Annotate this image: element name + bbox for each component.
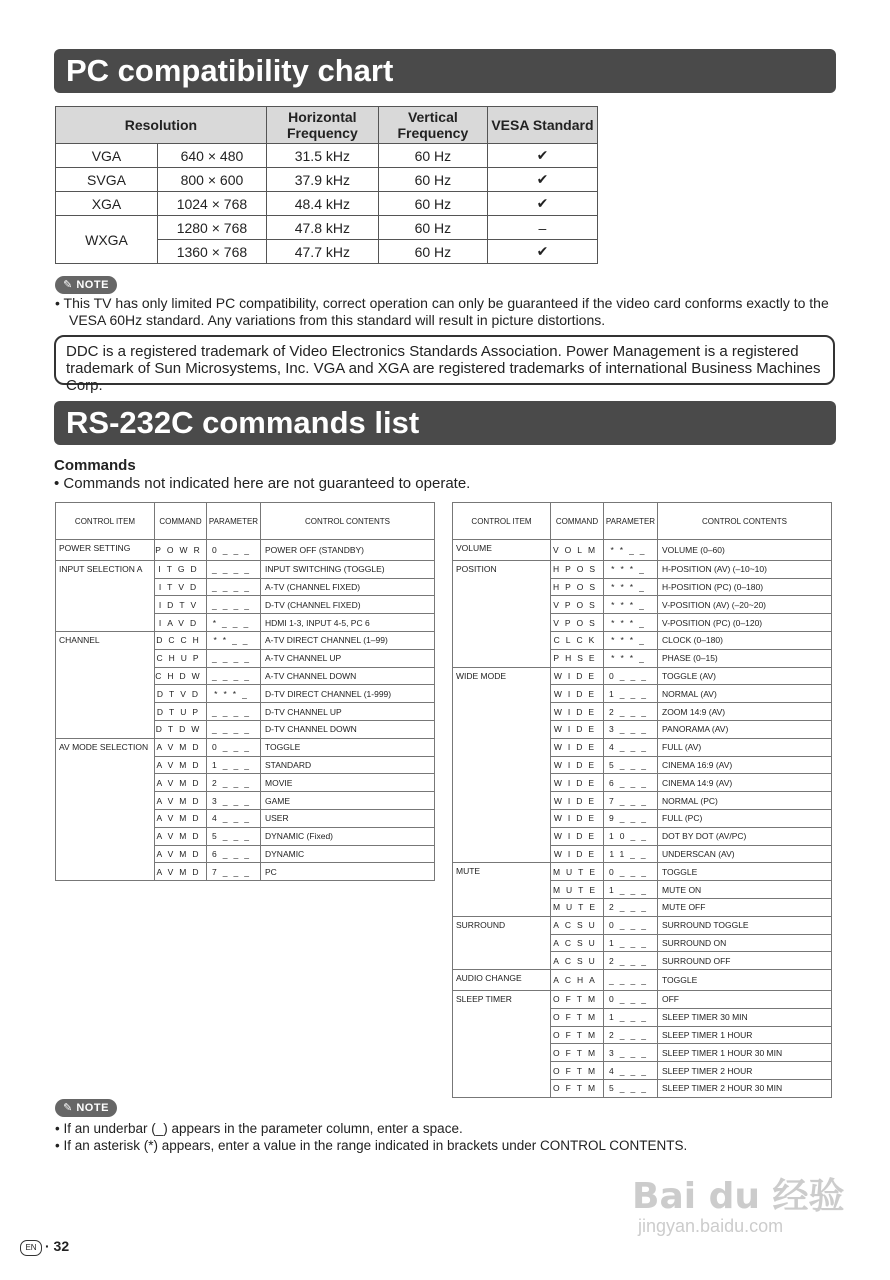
command-code: DTUP xyxy=(155,703,207,721)
command-code: WIDE xyxy=(551,667,604,685)
rs232c-table-right xyxy=(452,502,832,1098)
control-contents: A-TV CHANNEL UP xyxy=(261,649,435,667)
command-code: OFTM xyxy=(551,1008,604,1026)
header-resolution: Resolution xyxy=(56,107,267,144)
control-contents: D-TV DIRECT CHANNEL (1-999) xyxy=(261,685,435,703)
horizontal-frequency: 37.9 kHz xyxy=(266,168,378,192)
control-contents: TOGGLE xyxy=(658,970,832,991)
command-code: MUTE xyxy=(551,863,604,881)
rs-notes xyxy=(55,1120,835,1154)
vesa-check-icon: ✔ xyxy=(487,192,597,216)
control-contents: NORMAL (AV) xyxy=(658,685,832,703)
table-row xyxy=(56,560,435,578)
parameter-code: 0___ xyxy=(604,916,658,934)
command-code: IDTV xyxy=(155,596,207,614)
parameter-code: 1___ xyxy=(604,881,658,899)
table-row xyxy=(56,144,598,168)
command-code: WIDE xyxy=(551,720,604,738)
command-code: OFTM xyxy=(551,1062,604,1080)
parameter-code: 3___ xyxy=(207,792,261,810)
header-horizontal-frequency: Horizontal Frequency xyxy=(266,107,378,144)
vertical-frequency: 60 Hz xyxy=(378,144,487,168)
rs-note-2: • If an asterisk (*) appears, enter a value in the range indicated in brackets under CONTROL CONTENTS. xyxy=(55,1138,688,1153)
command-code: AVMD xyxy=(155,809,207,827)
vesa-check-icon: ✔ xyxy=(487,240,597,264)
control-contents: FULL (PC) xyxy=(658,809,832,827)
parameter-code: 2___ xyxy=(604,703,658,721)
resolution-value: 1280 × 768 xyxy=(158,216,267,240)
header-command: COMMAND xyxy=(155,503,207,540)
vesa-check-icon: ✔ xyxy=(487,144,597,168)
commands-subtitle: • Commands not indicated here are not guaranteed to operate. xyxy=(54,475,471,492)
parameter-code: 1___ xyxy=(207,756,261,774)
control-contents: MUTE OFF xyxy=(658,898,832,916)
control-item: SLEEP TIMER xyxy=(453,990,551,1097)
control-contents: DYNAMIC xyxy=(261,845,435,863)
resolution-name: VGA xyxy=(56,144,158,168)
control-item: VOLUME xyxy=(453,540,551,561)
command-code: AVMD xyxy=(155,845,207,863)
command-code: AVMD xyxy=(155,827,207,845)
table-row xyxy=(56,168,598,192)
command-code: ACSU xyxy=(551,934,604,952)
note-badge: ✎ NOTE xyxy=(55,1099,117,1117)
parameter-code: 5___ xyxy=(207,827,261,845)
control-contents: SURROUND ON xyxy=(658,934,832,952)
table-row xyxy=(453,667,832,685)
control-item: AV MODE SELECTION xyxy=(56,738,155,880)
command-code: IAVD xyxy=(155,614,207,632)
command-code: CHDW xyxy=(155,667,207,685)
parameter-code: 0___ xyxy=(604,863,658,881)
parameter-code: **__ xyxy=(207,631,261,649)
resolution-value: 1024 × 768 xyxy=(158,192,267,216)
control-contents: MOVIE xyxy=(261,774,435,792)
control-contents: USER xyxy=(261,809,435,827)
control-contents: H-POSITION (AV) (–10~10) xyxy=(658,560,832,578)
resolution-value: 800 × 600 xyxy=(158,168,267,192)
table-row xyxy=(453,990,832,1008)
parameter-code: 3___ xyxy=(604,1044,658,1062)
parameter-code: ____ xyxy=(207,720,261,738)
resolution-name: SVGA xyxy=(56,168,158,192)
parameter-code: ____ xyxy=(207,578,261,596)
parameter-code: 0___ xyxy=(604,990,658,1008)
command-code: DTDW xyxy=(155,720,207,738)
parameter-code: ____ xyxy=(207,667,261,685)
command-code: ACHA xyxy=(551,970,604,991)
control-contents: SLEEP TIMER 30 MIN xyxy=(658,1008,832,1026)
watermark-logo: Bai du 经验 xyxy=(632,1176,845,1217)
control-contents: NORMAL (PC) xyxy=(658,792,832,810)
command-code: PHSE xyxy=(551,649,604,667)
parameter-code: 2___ xyxy=(604,952,658,970)
control-contents: FULL (AV) xyxy=(658,738,832,756)
header-control-contents: CONTROL CONTENTS xyxy=(261,503,435,540)
parameter-code: 11__ xyxy=(604,845,658,863)
parameter-code: ____ xyxy=(207,596,261,614)
command-code: WIDE xyxy=(551,685,604,703)
control-contents: D-TV CHANNEL UP xyxy=(261,703,435,721)
control-contents: SURROUND TOGGLE xyxy=(658,916,832,934)
parameter-code: 0___ xyxy=(207,540,261,561)
control-contents: TOGGLE xyxy=(658,863,832,881)
command-code: VPOS xyxy=(551,596,604,614)
language-badge: EN xyxy=(20,1240,42,1256)
parameter-code: 2___ xyxy=(604,1026,658,1044)
command-code: WIDE xyxy=(551,774,604,792)
parameter-code: 0___ xyxy=(604,667,658,685)
rs232c-table-left xyxy=(55,502,435,881)
parameter-code: 5___ xyxy=(604,1079,658,1097)
control-item: WIDE MODE xyxy=(453,667,551,863)
command-code: WIDE xyxy=(551,703,604,721)
command-code: OFTM xyxy=(551,1026,604,1044)
header-parameter: PARAMETER xyxy=(207,503,261,540)
control-contents: STANDARD xyxy=(261,756,435,774)
control-item: AUDIO CHANGE xyxy=(453,970,551,991)
parameter-code: 6___ xyxy=(604,774,658,792)
watermark-url: jingyan.baidu.com xyxy=(638,1216,784,1236)
command-code: AVMD xyxy=(155,738,207,756)
rs-note-1: • If an underbar (_) appears in the parameter column, enter a space. xyxy=(55,1121,463,1136)
control-contents: POWER OFF (STANDBY) xyxy=(261,540,435,561)
control-contents: SLEEP TIMER 1 HOUR xyxy=(658,1026,832,1044)
control-contents: V-POSITION (AV) (–20~20) xyxy=(658,596,832,614)
parameter-code: 10__ xyxy=(604,827,658,845)
pc-note-text: • This TV has only limited PC compatibility, correct operation can only be guaranteed if the video card conforms exactly to the VESA 60Hz standard. Any variations from this standard will result in picture distortions. xyxy=(55,295,829,328)
control-contents: TOGGLE (AV) xyxy=(658,667,832,685)
parameter-code: 0___ xyxy=(207,738,261,756)
command-code: HPOS xyxy=(551,578,604,596)
trademark-box: DDC is a registered trademark of Video Electronics Standards Association. Power Management is a registered trademark of Sun Microsystems, Inc. VGA and XGA are registered trademarks of international Business Machines Corp. xyxy=(54,335,835,385)
horizontal-frequency: 47.7 kHz xyxy=(266,240,378,264)
resolution-value: 1360 × 768 xyxy=(158,240,267,264)
control-contents: H-POSITION (PC) (0–180) xyxy=(658,578,832,596)
command-code: MUTE xyxy=(551,881,604,899)
control-contents: SURROUND OFF xyxy=(658,952,832,970)
table-row xyxy=(453,540,832,561)
control-contents: SLEEP TIMER 2 HOUR xyxy=(658,1062,832,1080)
command-code: ACSU xyxy=(551,952,604,970)
pc-note xyxy=(55,295,835,329)
control-contents: PANORAMA (AV) xyxy=(658,720,832,738)
command-code: AVMD xyxy=(155,863,207,881)
parameter-code: ____ xyxy=(207,560,261,578)
control-contents: OFF xyxy=(658,990,832,1008)
command-code: AVMD xyxy=(155,756,207,774)
header-control-item: CONTROL ITEM xyxy=(453,503,551,540)
control-item: INPUT SELECTION A xyxy=(56,560,155,631)
page-number: · 32 xyxy=(45,1238,70,1254)
note-badge: ✎ NOTE xyxy=(55,276,117,294)
control-contents: DOT BY DOT (AV/PC) xyxy=(658,827,832,845)
parameter-code: ***_ xyxy=(604,560,658,578)
control-contents: A-TV DIRECT CHANNEL (1–99) xyxy=(261,631,435,649)
header-vesa-standard: VESA Standard xyxy=(487,107,597,144)
control-item: POWER SETTING xyxy=(56,540,155,561)
control-contents: INPUT SWITCHING (TOGGLE) xyxy=(261,560,435,578)
control-contents: D-TV (CHANNEL FIXED) xyxy=(261,596,435,614)
table-row xyxy=(56,216,598,240)
rs232c-title: RS-232C commands list xyxy=(54,401,836,445)
command-code: WIDE xyxy=(551,738,604,756)
resolution-name: WXGA xyxy=(56,216,158,264)
parameter-code: ____ xyxy=(604,970,658,991)
horizontal-frequency: 47.8 kHz xyxy=(266,216,378,240)
vertical-frequency: 60 Hz xyxy=(378,216,487,240)
control-contents: PHASE (0–15) xyxy=(658,649,832,667)
table-row xyxy=(56,738,435,756)
command-code: VPOS xyxy=(551,614,604,632)
control-contents: ZOOM 14:9 (AV) xyxy=(658,703,832,721)
commands-heading: Commands xyxy=(54,457,136,474)
parameter-code: ____ xyxy=(207,703,261,721)
command-code: ACSU xyxy=(551,916,604,934)
horizontal-frequency: 48.4 kHz xyxy=(266,192,378,216)
parameter-code: ***_ xyxy=(207,685,261,703)
parameter-code: 2___ xyxy=(604,898,658,916)
resolution-value: 640 × 480 xyxy=(158,144,267,168)
resolution-name: XGA xyxy=(56,192,158,216)
command-code: HPOS xyxy=(551,560,604,578)
header-vertical-frequency: Vertical Frequency xyxy=(378,107,487,144)
parameter-code: ***_ xyxy=(604,596,658,614)
command-code: WIDE xyxy=(551,827,604,845)
parameter-code: 7___ xyxy=(207,863,261,881)
header-control-item: CONTROL ITEM xyxy=(56,503,155,540)
vesa-check-icon: ✔ xyxy=(487,168,597,192)
control-contents: D-TV CHANNEL DOWN xyxy=(261,720,435,738)
parameter-code: ***_ xyxy=(604,578,658,596)
parameter-code: *___ xyxy=(207,614,261,632)
parameter-code: 5___ xyxy=(604,756,658,774)
table-row xyxy=(453,970,832,991)
control-contents: PC xyxy=(261,863,435,881)
vertical-frequency: 60 Hz xyxy=(378,192,487,216)
control-item: POSITION xyxy=(453,560,551,667)
table-row xyxy=(453,916,832,934)
horizontal-frequency: 31.5 kHz xyxy=(266,144,378,168)
parameter-code: ***_ xyxy=(604,649,658,667)
control-contents: A-TV (CHANNEL FIXED) xyxy=(261,578,435,596)
control-contents: TOGGLE xyxy=(261,738,435,756)
vesa-dash: – xyxy=(487,216,597,240)
parameter-code: **__ xyxy=(604,540,658,561)
command-code: VOLM xyxy=(551,540,604,561)
command-code: CLCK xyxy=(551,631,604,649)
control-contents: CINEMA 16:9 (AV) xyxy=(658,756,832,774)
parameter-code: ____ xyxy=(207,649,261,667)
parameter-code: ***_ xyxy=(604,614,658,632)
parameter-code: 7___ xyxy=(604,792,658,810)
table-row xyxy=(453,863,832,881)
control-contents: VOLUME (0–60) xyxy=(658,540,832,561)
command-code: WIDE xyxy=(551,792,604,810)
parameter-code: 1___ xyxy=(604,685,658,703)
command-code: AVMD xyxy=(155,774,207,792)
command-code: WIDE xyxy=(551,845,604,863)
header-command: COMMAND xyxy=(551,503,604,540)
command-code: WIDE xyxy=(551,756,604,774)
parameter-code: 4___ xyxy=(604,1062,658,1080)
control-contents: MUTE ON xyxy=(658,881,832,899)
parameter-code: 4___ xyxy=(207,809,261,827)
parameter-code: 6___ xyxy=(207,845,261,863)
command-code: CHUP xyxy=(155,649,207,667)
parameter-code: 2___ xyxy=(207,774,261,792)
command-code: OFTM xyxy=(551,1044,604,1062)
command-code: AVMD xyxy=(155,792,207,810)
parameter-code: 9___ xyxy=(604,809,658,827)
command-code: OFTM xyxy=(551,990,604,1008)
control-contents: CINEMA 14:9 (AV) xyxy=(658,774,832,792)
command-code: DTVD xyxy=(155,685,207,703)
parameter-code: 1___ xyxy=(604,1008,658,1026)
table-row xyxy=(453,560,832,578)
control-item: MUTE xyxy=(453,863,551,916)
control-contents: HDMI 1-3, INPUT 4-5, PC 6 xyxy=(261,614,435,632)
control-contents: V-POSITION (PC) (0–120) xyxy=(658,614,832,632)
command-code: ITGD xyxy=(155,560,207,578)
vertical-frequency: 60 Hz xyxy=(378,168,487,192)
header-control-contents: CONTROL CONTENTS xyxy=(658,503,832,540)
header-parameter: PARAMETER xyxy=(604,503,658,540)
pc-compatibility-title: PC compatibility chart xyxy=(54,49,836,93)
command-code: DCCH xyxy=(155,631,207,649)
command-code: WIDE xyxy=(551,809,604,827)
control-contents: DYNAMIC (Fixed) xyxy=(261,827,435,845)
command-code: MUTE xyxy=(551,898,604,916)
parameter-code: 4___ xyxy=(604,738,658,756)
table-row xyxy=(56,631,435,649)
control-contents: SLEEP TIMER 2 HOUR 30 MIN xyxy=(658,1079,832,1097)
vertical-frequency: 60 Hz xyxy=(378,240,487,264)
table-row xyxy=(56,540,435,561)
control-contents: GAME xyxy=(261,792,435,810)
command-code: POWR xyxy=(155,540,207,561)
control-contents: UNDERSCAN (AV) xyxy=(658,845,832,863)
command-code: OFTM xyxy=(551,1079,604,1097)
parameter-code: ***_ xyxy=(604,631,658,649)
control-item: CHANNEL xyxy=(56,631,155,738)
control-item: SURROUND xyxy=(453,916,551,969)
command-code: ITVD xyxy=(155,578,207,596)
parameter-code: 1___ xyxy=(604,934,658,952)
table-row xyxy=(56,192,598,216)
parameter-code: 3___ xyxy=(604,720,658,738)
pc-compatibility-table xyxy=(55,106,598,264)
control-contents: SLEEP TIMER 1 HOUR 30 MIN xyxy=(658,1044,832,1062)
control-contents: CLOCK (0–180) xyxy=(658,631,832,649)
control-contents: A-TV CHANNEL DOWN xyxy=(261,667,435,685)
